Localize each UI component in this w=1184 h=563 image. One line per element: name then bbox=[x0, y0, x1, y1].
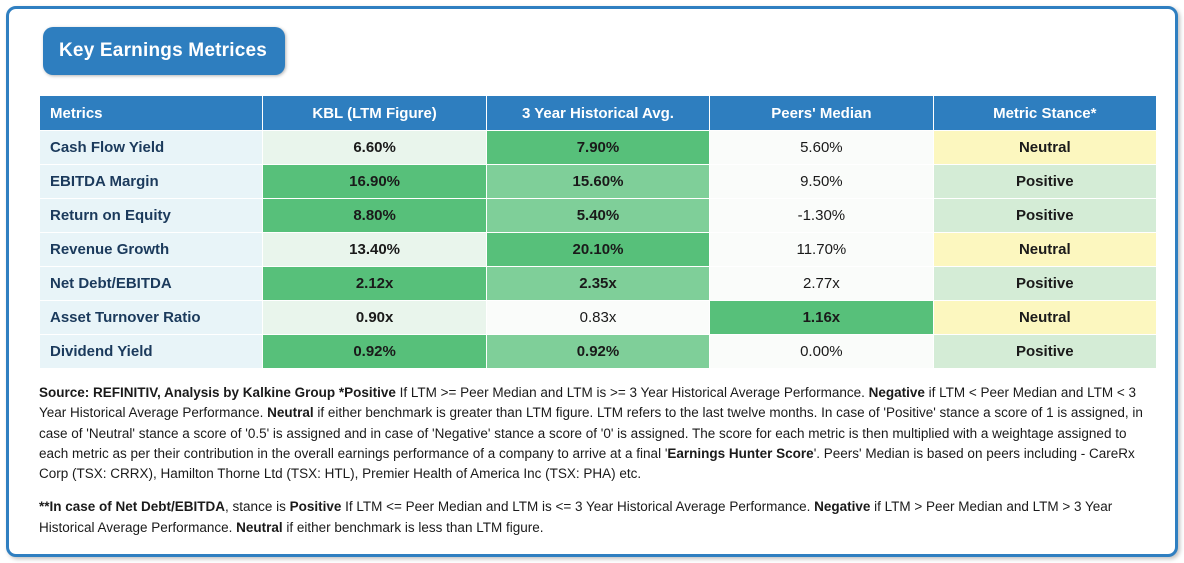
cell-stance: Positive bbox=[933, 335, 1156, 369]
table-row bbox=[40, 335, 1157, 369]
page-title: Key Earnings Metrices bbox=[43, 27, 285, 75]
cell-ltm: 13.40% bbox=[263, 233, 486, 267]
column-header-peers-median: Peers' Median bbox=[710, 96, 933, 131]
cell-peers: 11.70% bbox=[710, 233, 933, 267]
footnote-text-2: if LTM < Peer Median and LTM < 3 Year Historical Average Performance. bbox=[39, 385, 1136, 421]
content-frame bbox=[6, 6, 1178, 557]
cell-ltm: 6.60% bbox=[263, 131, 486, 165]
table-row bbox=[40, 233, 1157, 267]
cell-metric-name: Dividend Yield bbox=[40, 335, 263, 369]
cell-peers: 5.60% bbox=[710, 131, 933, 165]
cell-hist: 0.83x bbox=[486, 301, 709, 335]
content-inner bbox=[21, 19, 1163, 544]
cell-stance: Positive bbox=[933, 199, 1156, 233]
cell-hist: 5.40% bbox=[486, 199, 709, 233]
footnote-negative-label: Negative bbox=[868, 385, 925, 400]
table-row bbox=[40, 165, 1157, 199]
key-earnings-metrics-table bbox=[39, 95, 1157, 369]
cell-peers: -1.30% bbox=[710, 199, 933, 233]
footnote2-prefix: **In case of bbox=[39, 499, 116, 515]
cell-hist: 20.10% bbox=[486, 233, 709, 267]
footnotes bbox=[39, 383, 1145, 538]
cell-ltm: 0.92% bbox=[263, 335, 486, 369]
cell-metric-name: Revenue Growth bbox=[40, 233, 263, 267]
cell-stance: Neutral bbox=[933, 131, 1156, 165]
column-header-metric-stance: Metric Stance* bbox=[933, 96, 1156, 131]
table-header-row bbox=[40, 96, 1157, 131]
table-row bbox=[40, 131, 1157, 165]
column-header-metrics: Metrics bbox=[40, 96, 263, 131]
cell-stance: Neutral bbox=[933, 301, 1156, 335]
footnote2-text-4: if either benchmark is less than LTM figure. bbox=[282, 519, 544, 535]
cell-ltm: 8.80% bbox=[263, 199, 486, 233]
cell-stance: Neutral bbox=[933, 233, 1156, 267]
cell-stance: Positive bbox=[933, 267, 1156, 301]
cell-metric-name: EBITDA Margin bbox=[40, 165, 263, 199]
footnote-score-label: Earnings Hunter Score bbox=[667, 445, 814, 461]
table-row bbox=[40, 267, 1157, 301]
cell-hist: 2.35x bbox=[486, 267, 709, 301]
column-header-hist-avg: 3 Year Historical Avg. bbox=[486, 96, 709, 131]
cell-ltm: 0.90x bbox=[263, 301, 486, 335]
footnote2-negative-label: Negative bbox=[814, 499, 871, 515]
footnote2-metric: Net Debt/EBITDA bbox=[115, 499, 226, 515]
cell-peers: 1.16x bbox=[710, 301, 933, 335]
cell-metric-name: Cash Flow Yield bbox=[40, 131, 263, 165]
column-header-ltm: KBL (LTM Figure) bbox=[263, 96, 486, 131]
cell-peers: 0.00% bbox=[710, 335, 933, 369]
footnote2-neutral-label: Neutral bbox=[236, 519, 283, 535]
table-row bbox=[40, 301, 1157, 335]
footnote2-text-1: , stance is bbox=[225, 499, 290, 515]
footnote2-text-3: if LTM > Peer Median and LTM > 3 Year Historical Average Performance. bbox=[39, 499, 1113, 535]
cell-stance: Positive bbox=[933, 165, 1156, 199]
cell-metric-name: Net Debt/EBITDA bbox=[40, 267, 263, 301]
cell-metric-name: Asset Turnover Ratio bbox=[40, 301, 263, 335]
table-row bbox=[40, 199, 1157, 233]
footnote-source: Source: REFINITIV, Analysis by Kalkine Group *Positive bbox=[39, 385, 396, 400]
footnote2-positive-label: Positive bbox=[289, 499, 342, 515]
footnote-primary bbox=[39, 383, 1145, 484]
footnote-text-4: '. Peers' Median is based on peers including - CareRx Corp (TSX: CRRX), Hamilton Thorne Ltd (TSX: HTL), Premier Health of America Inc (TSX: PHA) etc. bbox=[39, 445, 1135, 481]
cell-hist: 7.90% bbox=[486, 131, 709, 165]
cell-peers: 9.50% bbox=[710, 165, 933, 199]
footnote-neutral-label: Neutral bbox=[267, 405, 314, 421]
footnote-text-3: if either benchmark is greater than LTM figure. LTM refers to the last twelve months. In case of 'Positive' stance a score of 1 is assigned, in case of 'Neutral' stance a score of '0.5' is assigned and in case of 'Negative' stance a score of '0' is assigned. The score for each metric is then multiplied with a weightage assigned to each metric as per their contribution in the overall earnings performance of a company to arrive at a final ' bbox=[39, 405, 1143, 461]
cell-peers: 2.77x bbox=[710, 267, 933, 301]
cell-hist: 0.92% bbox=[486, 335, 709, 369]
footnote-secondary bbox=[39, 497, 1145, 538]
footnote2-text-2: If LTM <= Peer Median and LTM is <= 3 Year Historical Average Performance. bbox=[341, 499, 815, 515]
cell-hist: 15.60% bbox=[486, 165, 709, 199]
cell-ltm: 16.90% bbox=[263, 165, 486, 199]
cell-ltm: 2.12x bbox=[263, 267, 486, 301]
footnote-text-1: If LTM >= Peer Median and LTM is >= 3 Year Historical Average Performance. bbox=[395, 385, 869, 400]
cell-metric-name: Return on Equity bbox=[40, 199, 263, 233]
